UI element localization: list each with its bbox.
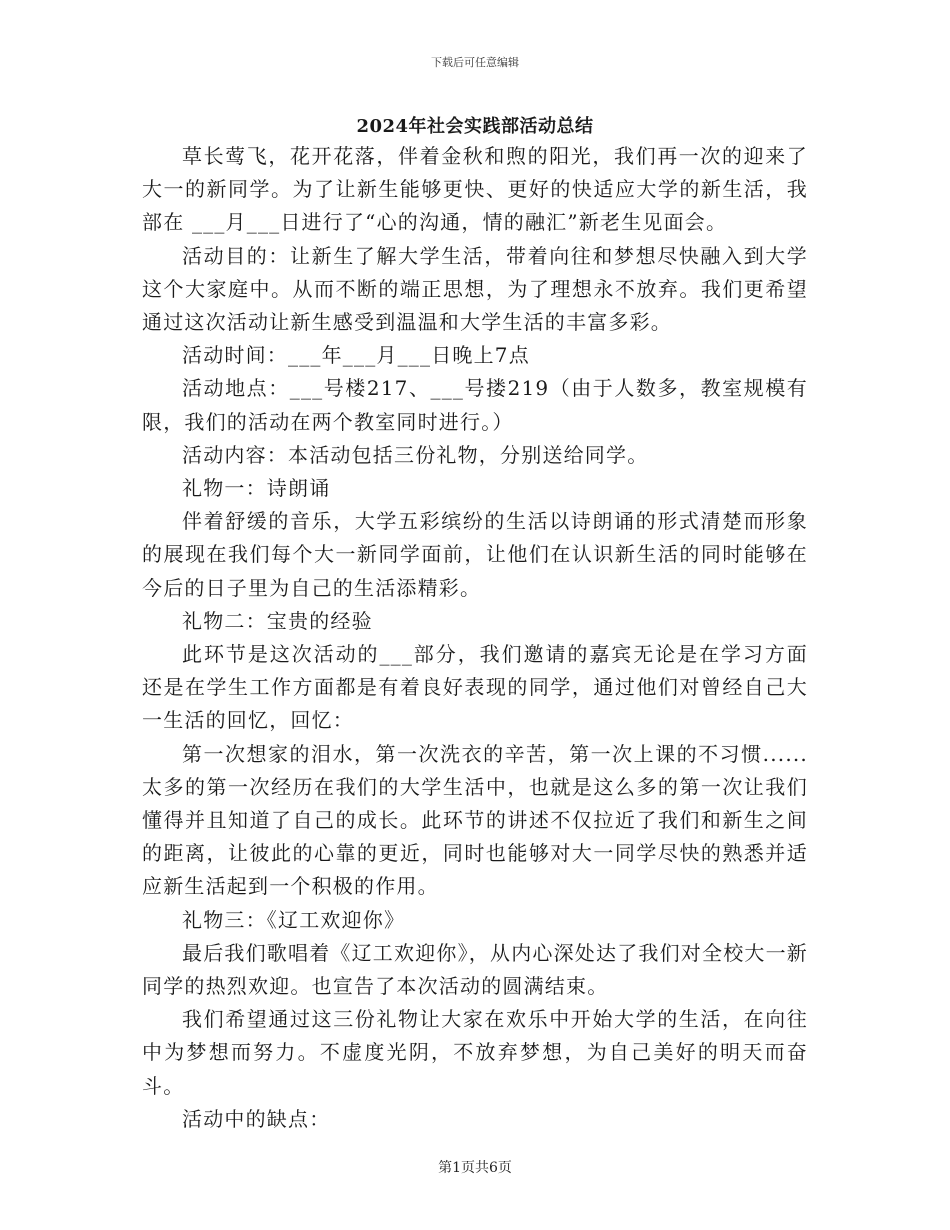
paragraph: 活动时间：___年___月___日晚上7点: [182, 343, 530, 368]
header-note: 下载后可任意编辑: [431, 56, 519, 69]
paragraph: 活动目的：让新生了解大学生活，带着向往和梦想尽快融入到大学这个大家庭中。从而不断的端正思想，为了理想永不放弃。我们更希望通过这次活动让新生感受到温温和大学生活的丰富多彩。: [142, 243, 808, 335]
paragraph: 活动地点：___号楼217、___号搂219（由于人数多，教室规模有限，我们的活动在两个教室同时进行。）: [142, 376, 808, 434]
document-body: [142, 140, 808, 1136]
paragraph: 草长莺飞，花开花落，伴着金秋和煦的阳光，我们再一次的迎来了大一的新同学。为了让新生能够更快、更好的快适应大学的新生活，我部在 ___月___日进行了“心的沟通，情的融汇”新老生见面会。: [142, 144, 808, 235]
section-heading: 礼物三：《辽工欢迎你》: [182, 907, 406, 932]
section-heading: 礼物一：诗朗诵: [182, 476, 331, 501]
page-number: 第1页共6页: [438, 1160, 512, 1176]
paragraph: 我们希望通过这三份礼物让大家在欢乐中开始大学的生活，在向往中为梦想而努力。不虚度光阴，不放弃梦想，为自己美好的明天而奋斗。: [142, 1007, 808, 1098]
section-heading: 活动中的缺点：: [182, 1106, 331, 1131]
paragraph: 活动内容：本活动包括三份礼物，分别送给同学。: [182, 442, 649, 467]
document-title: 2024年社会实践部活动总结: [356, 116, 594, 137]
paragraph: 最后我们歌唱着《辽工欢迎你》，从内心深处达了我们对全校大一新同学的热烈欢迎。也宣告了本次活动的圆满结束。: [142, 940, 808, 999]
section-heading: 礼物二：宝贵的经验: [182, 608, 373, 633]
paragraph: 第一次想家的泪水，第一次洗衣的辛苦，第一次上课的不习惯......太多的第一次经历在我们的大学生活中，也就是这么多的第一次让我们懂得并且知道了自己的成长。此环节的讲述不仅拉近了我们和新生之间的距离，让彼此的心靠的更近，同时也能够对大一同学尽快的熟悉并适应新生活起到一个积极的作用。: [142, 741, 808, 899]
paragraph: 伴着舒缓的音乐，大学五彩缤纷的生活以诗朗诵的形式清楚而形象的展现在我们每个大一新同学面前，让他们在认识新生活的同时能够在今后的日子里为自己的生活添精彩。: [142, 509, 808, 600]
paragraph: 此环节是这次活动的___部分，我们邀请的嘉宾无论是在学习方面还是在学生工作方面都是有着良好表现的同学，通过他们对曾经自己大一生活的回忆，回忆：: [142, 642, 808, 733]
